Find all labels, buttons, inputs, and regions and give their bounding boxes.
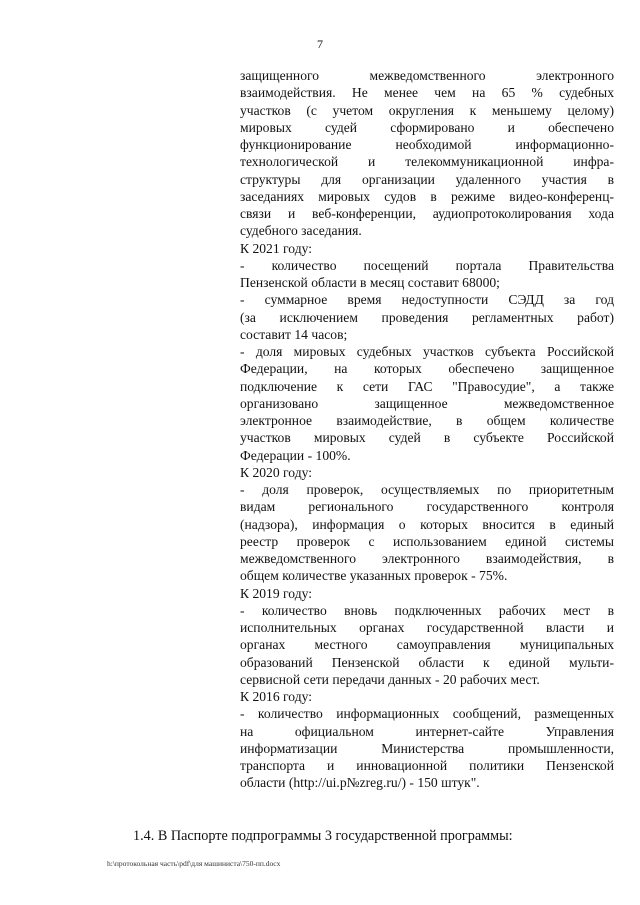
- document-text-line: - доля проверок, осуществляемых по приоритетным: [240, 482, 614, 497]
- document-text-line: К 2021 году:: [240, 240, 313, 256]
- document-text-line: заседаниях мировых судов в режиме видео-конференц-: [240, 188, 614, 204]
- document-text-line: межведомственного электронного взаимодействия, в: [240, 551, 614, 566]
- document-text-line: информатизации Министерства промышленности,: [240, 740, 614, 756]
- page-number: 7: [317, 37, 323, 51]
- document-text-line: мировых судей сформировано и обеспечено: [240, 119, 614, 135]
- document-text-line: судебного заседания.: [240, 223, 362, 239]
- document-text-line: подключение к сети ГАС "Правосудие", а также: [240, 378, 614, 394]
- document-text-line: (надзора), информация о которых вносится в единый: [240, 516, 614, 532]
- document-text-line: - суммарное время недоступности СЭДД за год: [240, 292, 614, 308]
- document-text-line: технологической и телекоммуникационной инфра-: [240, 154, 614, 170]
- document-text-line: К 2019 году:: [240, 585, 313, 601]
- document-text-line: реестр проверок с использованием единой системы: [240, 533, 614, 549]
- document-text-line: исполнительных органах государственной власти и: [240, 620, 614, 635]
- document-text-line: участков мировых судей в субъекте Российской: [240, 430, 614, 446]
- document-text-line: участков (с учетом округления к меньшему целому): [240, 102, 614, 118]
- document-text-line: - количество вновь подключенных рабочих мест в: [240, 602, 614, 618]
- document-text-line: видам регионального государственного контроля: [240, 499, 614, 515]
- document-text-line: К 2016 году:: [240, 689, 313, 704]
- document-text-line: сервисной сети передачи данных - 20 рабочих мест.: [240, 671, 540, 687]
- document-text-line: транспорта и инновационной политики Пензенской: [240, 758, 614, 773]
- document-text-line: - количество посещений портала Правительства: [240, 257, 614, 273]
- document-text-line: области (http://ui.p№zreg.ru/) - 150 штук".: [240, 775, 480, 791]
- document-text-line: организовано защищенное межведомственное: [240, 395, 614, 411]
- document-body-column: [240, 67, 614, 792]
- document-text-line: взаимодействия. Не менее чем на 65 % судебных: [240, 85, 614, 101]
- document-text-line: Пензенской области в месяц составит 68000;: [240, 275, 500, 290]
- section-heading: 1.4. В Паспорте подпрограммы 3 государственной программы:: [133, 828, 513, 844]
- document-text-line: - количество информационных сообщений, размещенных: [240, 706, 614, 722]
- document-text-line: (за исключением проведения регламентных работ): [240, 309, 614, 325]
- document-text-line: К 2020 году:: [240, 464, 313, 480]
- document-text-line: на официальном интернет-сайте Управления: [240, 723, 614, 739]
- document-text-line: связи и веб-конференции, аудиопротоколирования хода: [240, 206, 614, 221]
- document-text-line: защищенного межведомственного электронного: [240, 68, 614, 83]
- footer-file-path: h:\протокольная часть\pdf\для машиниста\750-пп.docx: [107, 859, 281, 868]
- document-text-line: - доля мировых судебных участков субъекта Российской: [240, 344, 614, 359]
- document-text-line: образований Пензенской области к единой мульти-: [240, 654, 614, 670]
- document-text-line: общем количестве указанных проверок - 75%.: [240, 568, 508, 584]
- document-text-line: Федерации - 100%.: [240, 447, 351, 463]
- document-text-line: структуры для организации удаленного участия в: [240, 171, 614, 187]
- document-text-line: органах местного самоуправления муниципальных: [240, 637, 614, 653]
- document-text-line: составит 14 часов;: [240, 326, 348, 342]
- document-text-line: электронное взаимодействие, в общем количестве: [240, 413, 614, 428]
- document-text-line: Федерации, на которых обеспечено защищенное: [240, 361, 614, 377]
- document-text-line: функционирование необходимой информационно-: [240, 137, 614, 152]
